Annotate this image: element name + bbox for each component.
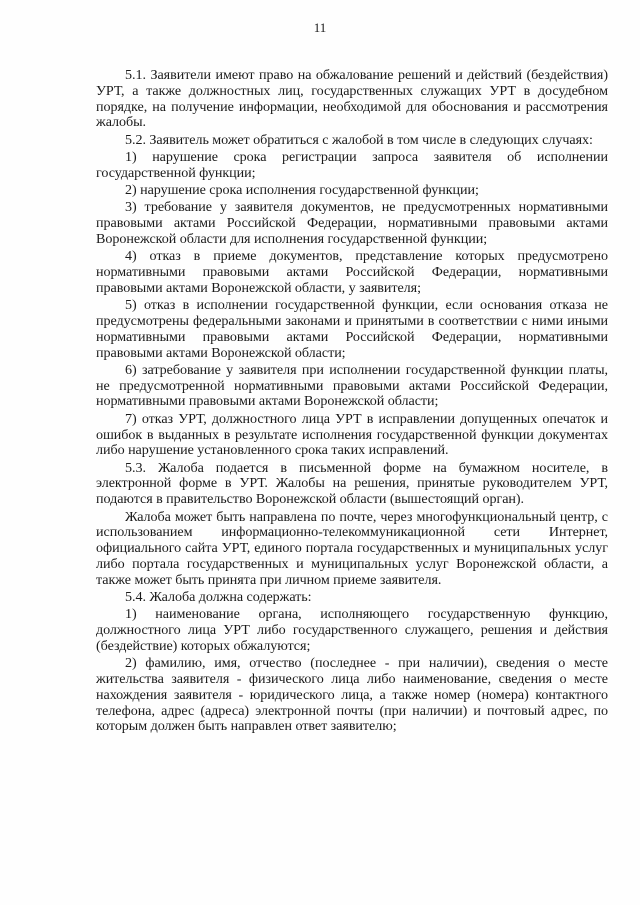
list-item-5-2-2: 2) нарушение срока исполнения государственной функции; — [125, 182, 479, 199]
paragraph-5-4: 5.4. Жалоба должна содержать: — [125, 589, 312, 605]
paragraph-5-3-channels: Жалоба может быть направлена по почте, через многофункциональный центр, с использованием информационно-телекоммуникационной сети Интернет, официального сайта УРТ, единого портала государственных и муниципальных услуг либо портала государственных и муниципальных услуг Воронежской области, а также может быть принята при личном приеме заявителя. — [96, 508, 608, 588]
list-item-5-2-4: 4) отказ в приеме документов, представление которых предусмотрено нормативными правовыми актами Российской Федерации, нормативными правовыми актами Воронежской области, у заявителя; — [96, 248, 608, 296]
list-item-5-2-1: 1) нарушение срока регистрации запроса заявителя об исполнении государственной функции; — [96, 148, 608, 181]
list-item-5-2-5: 5) отказ в исполнении государственной функции, если основания отказа не предусмотрены федеральными законами и принятыми в соответствии с ними иными нормативными правовыми актами Российской Федерации, нормативными правовыми актами Воронежской области; — [96, 297, 608, 361]
paragraph-5-3: 5.3. Жалоба подается в письменной форме на бумажном носителе, в электронной форме в УРТ. Жалобы на решения, принятые руководителем УРТ, подаются в правительство Воронежской области (вышестоящий орган). — [96, 459, 608, 508]
list-item-5-4-2: 2) фамилию, имя, отчество (последнее - при наличии), сведения о месте жительства заявителя - физического лица либо наименование, сведения о месте нахождения заявителя - юридического лица, а также номер (номера) контактного телефона, адрес (адреса) электронной почты (при наличии) и почтовый адрес, по которым должен быть направлен ответ заявителю; — [96, 655, 608, 735]
document-body — [96, 68, 608, 737]
list-item-5-2-6: 6) затребование у заявителя при исполнении государственной функции платы, не предусмотренной нормативными правовыми актами Российской Федерации, нормативными правовыми актами Воронежской области; — [96, 361, 608, 410]
list-item-5-2-7: 7) отказ УРТ, должностного лица УРТ в исправлении допущенных опечаток и ошибок в выданных в результате исполнения государственной функции документах либо нарушение установленного срока таких исправлений. — [96, 410, 608, 459]
list-item-5-4-1: 1) наименование органа, исполняющего государственную функцию, должностного лица УРТ либо государственного служащего, решения и действия (бездействие) которых обжалуются; — [96, 606, 608, 654]
paragraph-5-1: 5.1. Заявители имеют право на обжалование решений и действий (бездействия) УРТ, а также должностных лиц, государственных служащих УРТ в досудебном порядке, на получение информации, необходимой для обоснования и рассмотрения жалобы. — [96, 67, 608, 131]
paragraph-5-2: 5.2. Заявитель может обратиться с жалобой в том числе в следующих случаях: — [125, 131, 593, 148]
list-item-5-2-3: 3) требование у заявителя документов, не предусмотренных нормативными правовыми актами Российской Федерации, нормативными правовыми актами Воронежской области для исполнения государственной функции; — [96, 199, 608, 247]
page-number: 11 — [313, 20, 327, 35]
